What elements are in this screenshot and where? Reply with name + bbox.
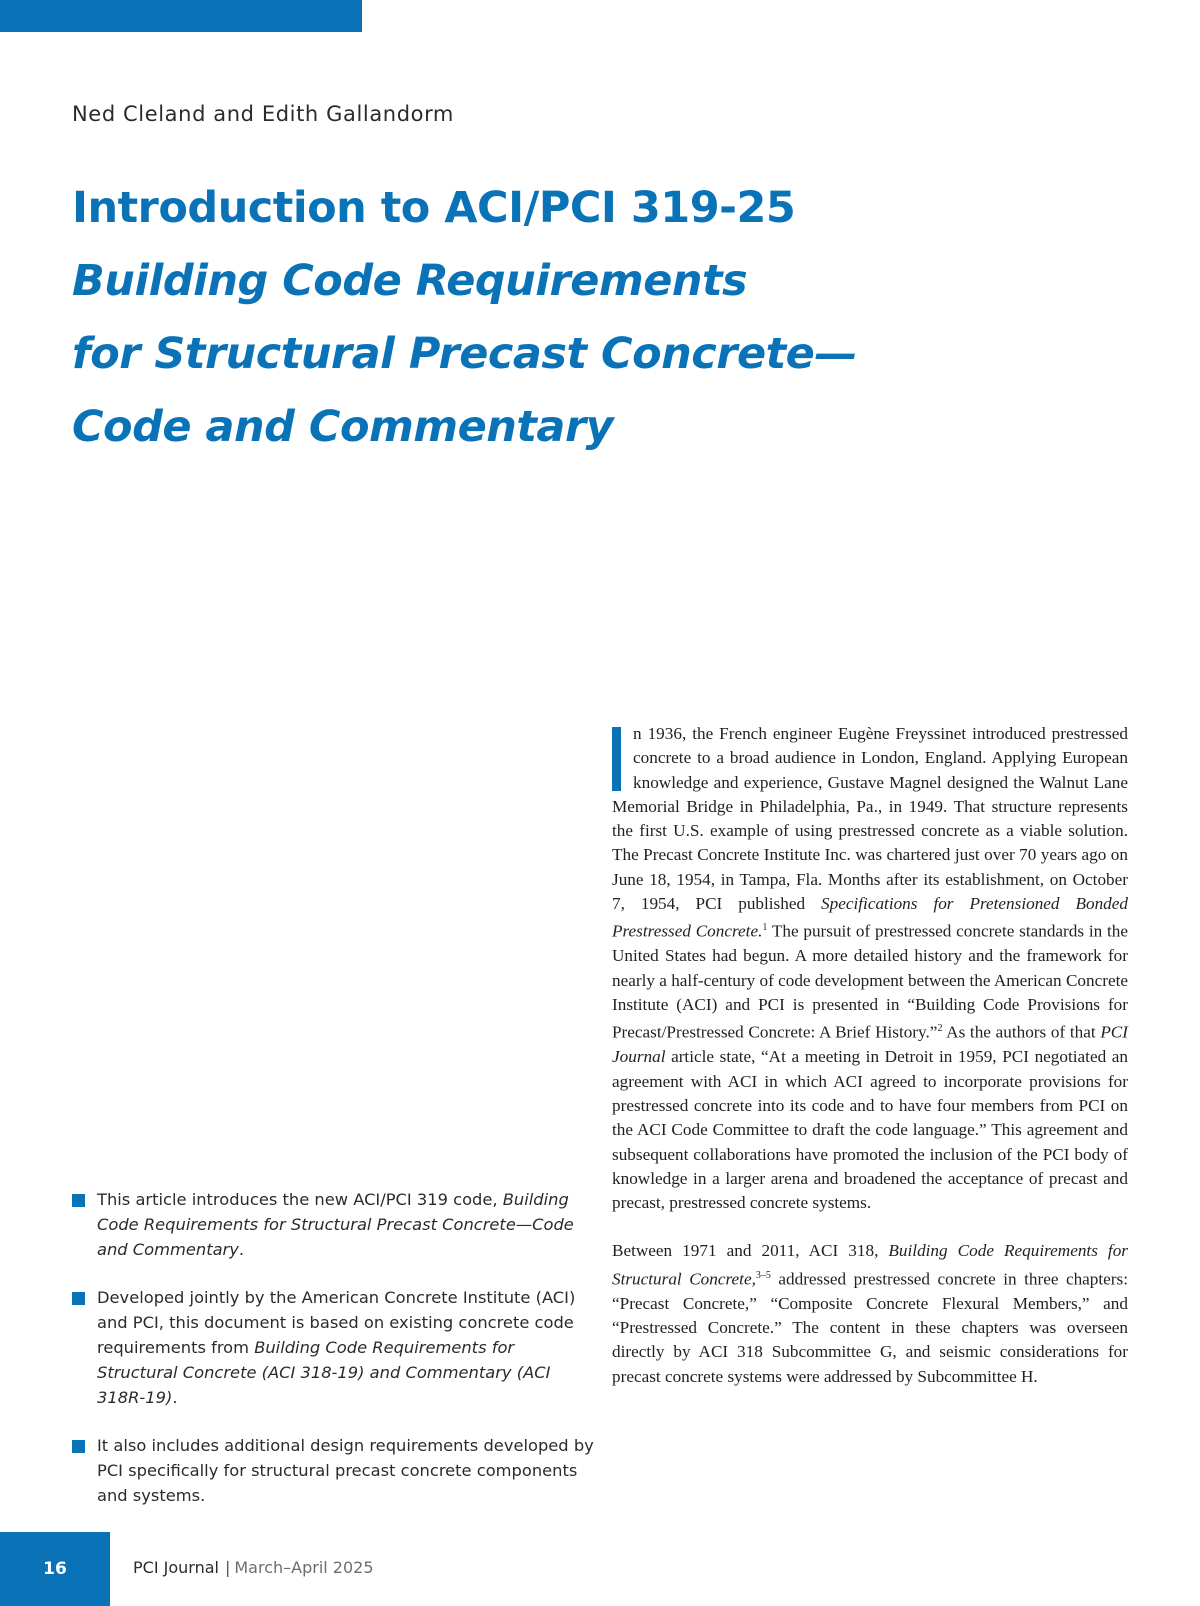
journal-name: PCI Journal [133, 1558, 219, 1577]
title-line-4: Code and Commentary [72, 402, 614, 452]
title-line-2: Building Code Requirements [72, 256, 748, 306]
bullet-square-icon [72, 1292, 85, 1305]
title-line-3: for Structural Precast Concrete— [72, 329, 857, 379]
page-footer [0, 1532, 1200, 1606]
article-authors: Ned Cleland and Edith Gallandorm [72, 102, 454, 126]
highlights-list [72, 1187, 594, 1531]
journal-info [133, 1558, 374, 1577]
footer-separator: | [224, 1558, 231, 1577]
page-number: 16 [0, 1532, 110, 1606]
reference-superscript: 1 [762, 922, 768, 934]
body-paragraph-1: n 1936, the French engineer Eugène Freyssinet introduced prestressed concrete to a broad audience in London, England. Applying European knowledge and experience, Gustave Magnel designed the Walnut Lane Memorial Bridge in Philadelphia, Pa., in 1949. That structure represents the first U.S. example of using prestressed concrete as a viable solution. The Precast Concrete Institute Inc. was chartered just over 70 years ago on June 18, 1954, in Tampa, Fla. Months after its establishment, on October 7, 1954, PCI published Specifications for Pretensioned Bonded Prestressed Concrete.$^1$ The pursuit of prestressed concrete standards in the United States had begun. A more detailed history and the framework for nearly a half-century of code development between the American Concrete Institute (ACI) and PCI is presented in “Building Code Provisions for Precast/Prestressed Concrete: A Brief History.”$^2$ As the authors of that PCI Journal article state, “At a meeting in Detroit in 1959, PCI negotiated an agreement with ACI in which ACI agreed to incorporate provisions for prestressed concrete into its code and to have four members from PCI on the ACI Code Committee to draft the code language.” This agreement and subsequent collaborations have promoted the inclusion of the PCI body of knowledge in a larger arena and broadened the acceptance of precast and precast, prestressed concrete systems. [612, 724, 1128, 1213]
reference-superscript: 2 [937, 1023, 943, 1035]
bullet-square-icon [72, 1194, 85, 1207]
highlight-item: It also includes additional design requirements developed by PCI specifically for structural precast concrete components and systems. [72, 1433, 594, 1508]
highlight-item: Developed jointly by the American Concrete Institute (ACI) and PCI, this document is based on existing concrete code requirements from Building Code Requirements for Structural Concrete (ACI 318-19) and Commentary (ACI 318R-19). [72, 1285, 594, 1410]
reference-superscript: 3–5 [755, 1269, 771, 1281]
issue-date: March–April 2025 [234, 1558, 374, 1577]
bullet-square-icon [72, 1440, 85, 1453]
article-title [72, 172, 1072, 464]
title-line-1: Introduction to ACI/PCI 319-25 [72, 183, 796, 233]
top-accent-bar [0, 0, 362, 32]
highlight-item: This article introduces the new ACI/PCI 319 code, Building Code Requirements for Structural Precast Concrete—Code and Commentary. [72, 1187, 594, 1262]
drop-cap [612, 727, 621, 791]
body-paragraph-2: Between 1971 and 2011, ACI 318, Building Code Requirements for Structural Concrete,$^{3-5}$ addressed prestressed concrete in three chapters: “Precast Concrete,” “Composite Concrete Flexural Members,” and “Prestressed Concrete.” The content in these chapters was overseen directly by ACI 318 Subcommittee G, and seismic considerations for precast concrete systems were addressed by Subcommittee H. [612, 1241, 1128, 1386]
article-body [612, 722, 1128, 1389]
